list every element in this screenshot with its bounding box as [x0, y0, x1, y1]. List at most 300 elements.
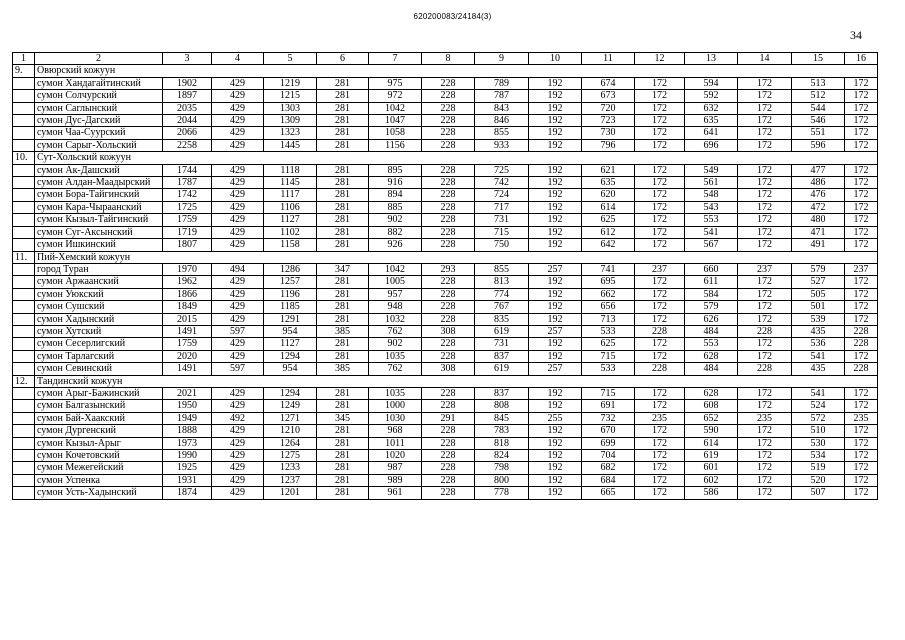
value-cell: 172 — [845, 127, 878, 139]
row-number-cell — [13, 239, 35, 251]
value-cell: 192 — [529, 115, 582, 127]
value-cell: 281 — [317, 276, 369, 288]
value-cell: 652 — [685, 412, 738, 424]
value-cell: 601 — [685, 462, 738, 474]
value-cell: 724 — [475, 189, 529, 201]
value-cell: 235 — [845, 412, 878, 424]
value-cell: 172 — [845, 313, 878, 325]
value-cell: 281 — [317, 474, 369, 486]
value-cell: 429 — [212, 214, 264, 226]
row-number-cell — [13, 474, 35, 486]
value-cell: 172 — [635, 201, 685, 213]
value-cell: 2035 — [163, 102, 212, 114]
value-cell: 597 — [212, 325, 264, 337]
value-cell: 172 — [635, 177, 685, 189]
municipality-name: сумон Сарыг-Хольский — [35, 139, 163, 151]
value-cell: 1902 — [163, 77, 212, 89]
value-cell: 429 — [212, 462, 264, 474]
value-cell: 628 — [685, 387, 738, 399]
value-cell: 507 — [792, 487, 845, 499]
value-cell: 172 — [738, 201, 792, 213]
value-cell: 501 — [792, 301, 845, 313]
value-cell: 539 — [792, 313, 845, 325]
table-row — [13, 387, 878, 399]
value-cell: 281 — [317, 338, 369, 350]
value-cell: 1275 — [264, 450, 317, 462]
value-cell: 429 — [212, 201, 264, 213]
value-cell: 192 — [529, 139, 582, 151]
value-cell: 172 — [635, 425, 685, 437]
value-cell: 1866 — [163, 288, 212, 300]
section-number: 9. — [13, 65, 35, 77]
value-cell: 1249 — [264, 400, 317, 412]
value-cell: 281 — [317, 425, 369, 437]
value-cell: 172 — [738, 462, 792, 474]
municipality-name: сумон Ишкинский — [35, 239, 163, 251]
value-cell: 512 — [792, 90, 845, 102]
value-cell: 1990 — [163, 450, 212, 462]
value-cell: 715 — [582, 387, 635, 399]
column-header: 6 — [317, 53, 369, 65]
value-cell: 774 — [475, 288, 529, 300]
value-cell: 1127 — [264, 338, 317, 350]
row-number-cell — [13, 437, 35, 449]
municipality-name: сумон Кочетовский — [35, 450, 163, 462]
value-cell: 345 — [317, 412, 369, 424]
value-cell: 192 — [529, 177, 582, 189]
value-cell: 192 — [529, 301, 582, 313]
row-number-cell — [13, 164, 35, 176]
value-cell: 255 — [529, 412, 582, 424]
value-cell: 172 — [738, 127, 792, 139]
value-cell: 228 — [422, 313, 475, 325]
value-cell: 192 — [529, 350, 582, 362]
value-cell: 715 — [475, 226, 529, 238]
value-cell: 1271 — [264, 412, 317, 424]
value-cell: 674 — [582, 77, 635, 89]
value-cell: 717 — [475, 201, 529, 213]
column-header: 14 — [738, 53, 792, 65]
table-row — [13, 201, 878, 213]
value-cell: 172 — [738, 387, 792, 399]
value-cell: 192 — [529, 450, 582, 462]
value-cell: 895 — [369, 164, 422, 176]
value-cell: 476 — [792, 189, 845, 201]
row-number-cell — [13, 462, 35, 474]
value-cell: 1201 — [264, 487, 317, 499]
value-cell: 731 — [475, 338, 529, 350]
value-cell: 492 — [212, 412, 264, 424]
value-cell: 172 — [738, 214, 792, 226]
value-cell: 579 — [685, 301, 738, 313]
value-cell: 843 — [475, 102, 529, 114]
value-cell: 228 — [422, 487, 475, 499]
value-cell: 551 — [792, 127, 845, 139]
value-cell: 172 — [738, 450, 792, 462]
value-cell: 192 — [529, 462, 582, 474]
row-number-cell — [13, 90, 35, 102]
table-row — [13, 115, 878, 127]
table-row — [13, 400, 878, 412]
value-cell: 1323 — [264, 127, 317, 139]
value-cell: 1491 — [163, 325, 212, 337]
row-number-cell — [13, 102, 35, 114]
value-cell: 172 — [738, 400, 792, 412]
value-cell: 192 — [529, 90, 582, 102]
value-cell: 1047 — [369, 115, 422, 127]
value-cell: 429 — [212, 115, 264, 127]
municipality-name: сумон Успенка — [35, 474, 163, 486]
table-row — [13, 363, 878, 375]
value-cell: 172 — [738, 139, 792, 151]
value-cell: 1725 — [163, 201, 212, 213]
row-number-cell — [13, 301, 35, 313]
value-cell: 281 — [317, 139, 369, 151]
value-cell: 798 — [475, 462, 529, 474]
value-cell: 172 — [845, 425, 878, 437]
value-cell: 662 — [582, 288, 635, 300]
section-row — [13, 375, 878, 387]
municipality-name: сумон Сесерлигский — [35, 338, 163, 350]
value-cell: 533 — [582, 325, 635, 337]
value-cell: 281 — [317, 115, 369, 127]
value-cell: 590 — [685, 425, 738, 437]
value-cell: 2021 — [163, 387, 212, 399]
value-cell: 429 — [212, 189, 264, 201]
value-cell: 837 — [475, 387, 529, 399]
value-cell: 172 — [635, 400, 685, 412]
value-cell: 281 — [317, 177, 369, 189]
value-cell: 2066 — [163, 127, 212, 139]
value-cell: 592 — [685, 90, 738, 102]
table-row — [13, 239, 878, 251]
table-row — [13, 127, 878, 139]
value-cell: 541 — [792, 387, 845, 399]
value-cell: 527 — [792, 276, 845, 288]
municipality-name: сумон Хандагайтинский — [35, 77, 163, 89]
municipality-name: сумон Чаа-Суурский — [35, 127, 163, 139]
value-cell: 486 — [792, 177, 845, 189]
value-cell: 429 — [212, 164, 264, 176]
row-number-cell — [13, 325, 35, 337]
value-cell: 1759 — [163, 214, 212, 226]
value-cell: 172 — [635, 239, 685, 251]
value-cell: 704 — [582, 450, 635, 462]
column-header: 1 — [13, 53, 35, 65]
value-cell: 281 — [317, 201, 369, 213]
value-cell: 228 — [422, 164, 475, 176]
value-cell: 293 — [422, 263, 475, 275]
value-cell: 808 — [475, 400, 529, 412]
value-cell: 1970 — [163, 263, 212, 275]
value-cell: 281 — [317, 189, 369, 201]
value-cell: 192 — [529, 288, 582, 300]
value-cell: 1233 — [264, 462, 317, 474]
value-cell: 619 — [475, 363, 529, 375]
value-cell: 494 — [212, 263, 264, 275]
value-cell: 491 — [792, 239, 845, 251]
table-row — [13, 437, 878, 449]
value-cell: 480 — [792, 214, 845, 226]
value-cell: 237 — [738, 263, 792, 275]
value-cell: 172 — [635, 450, 685, 462]
value-cell: 513 — [792, 77, 845, 89]
value-cell: 172 — [845, 177, 878, 189]
value-cell: 172 — [845, 387, 878, 399]
row-number-cell — [13, 263, 35, 275]
value-cell: 172 — [738, 276, 792, 288]
value-cell: 762 — [369, 363, 422, 375]
value-cell: 1032 — [369, 313, 422, 325]
value-cell: 602 — [685, 474, 738, 486]
value-cell: 192 — [529, 474, 582, 486]
table-row — [13, 139, 878, 151]
value-cell: 429 — [212, 226, 264, 238]
municipality-name: сумон Уюкский — [35, 288, 163, 300]
data-table — [12, 52, 878, 500]
header-row — [13, 53, 878, 65]
value-cell: 1005 — [369, 276, 422, 288]
value-cell: 429 — [212, 338, 264, 350]
municipality-name: сумон Сушский — [35, 301, 163, 313]
value-cell: 172 — [635, 487, 685, 499]
value-cell: 720 — [582, 102, 635, 114]
value-cell: 948 — [369, 301, 422, 313]
value-cell: 902 — [369, 338, 422, 350]
value-cell: 632 — [685, 102, 738, 114]
value-cell: 228 — [422, 288, 475, 300]
value-cell: 731 — [475, 214, 529, 226]
value-cell: 961 — [369, 487, 422, 499]
value-cell: 347 — [317, 263, 369, 275]
value-cell: 281 — [317, 239, 369, 251]
column-header: 13 — [685, 53, 738, 65]
value-cell: 695 — [582, 276, 635, 288]
row-number-cell — [13, 177, 35, 189]
value-cell: 783 — [475, 425, 529, 437]
value-cell: 1950 — [163, 400, 212, 412]
value-cell: 429 — [212, 437, 264, 449]
value-cell: 1309 — [264, 115, 317, 127]
value-cell: 484 — [685, 363, 738, 375]
value-cell: 172 — [845, 288, 878, 300]
value-cell: 1874 — [163, 487, 212, 499]
value-cell: 778 — [475, 487, 529, 499]
municipality-name: сумон Кара-Чыраанский — [35, 201, 163, 213]
value-cell: 172 — [738, 226, 792, 238]
value-cell: 281 — [317, 127, 369, 139]
value-cell: 2015 — [163, 313, 212, 325]
value-cell: 536 — [792, 338, 845, 350]
table-row — [13, 487, 878, 499]
value-cell: 541 — [792, 350, 845, 362]
value-cell: 642 — [582, 239, 635, 251]
value-cell: 429 — [212, 350, 264, 362]
value-cell: 824 — [475, 450, 529, 462]
value-cell: 228 — [422, 276, 475, 288]
value-cell: 172 — [635, 387, 685, 399]
row-number-cell — [13, 412, 35, 424]
row-number-cell — [13, 450, 35, 462]
value-cell: 237 — [845, 263, 878, 275]
table-row — [13, 214, 878, 226]
value-cell: 1117 — [264, 189, 317, 201]
value-cell: 281 — [317, 387, 369, 399]
column-header: 4 — [212, 53, 264, 65]
value-cell: 308 — [422, 363, 475, 375]
table-row — [13, 412, 878, 424]
row-number-cell — [13, 139, 35, 151]
value-cell: 725 — [475, 164, 529, 176]
value-cell: 1925 — [163, 462, 212, 474]
value-cell: 172 — [635, 127, 685, 139]
value-cell: 228 — [738, 363, 792, 375]
value-cell: 837 — [475, 350, 529, 362]
value-cell: 281 — [317, 214, 369, 226]
value-cell: 691 — [582, 400, 635, 412]
value-cell: 510 — [792, 425, 845, 437]
value-cell: 172 — [845, 201, 878, 213]
value-cell: 172 — [845, 301, 878, 313]
value-cell: 172 — [635, 301, 685, 313]
municipality-name: сумон Кызыл-Арыг — [35, 437, 163, 449]
column-header: 5 — [264, 53, 317, 65]
value-cell: 894 — [369, 189, 422, 201]
value-cell: 916 — [369, 177, 422, 189]
value-cell: 172 — [738, 102, 792, 114]
value-cell: 172 — [845, 239, 878, 251]
municipality-name: сумон Усть-Хадынский — [35, 487, 163, 499]
value-cell: 257 — [529, 263, 582, 275]
value-cell: 435 — [792, 363, 845, 375]
table-row — [13, 313, 878, 325]
value-cell: 635 — [582, 177, 635, 189]
value-cell: 172 — [738, 313, 792, 325]
municipality-name: сумон Солчурский — [35, 90, 163, 102]
value-cell: 172 — [845, 139, 878, 151]
row-number-cell — [13, 115, 35, 127]
municipality-name: сумон Балгазынский — [35, 400, 163, 412]
value-cell: 1215 — [264, 90, 317, 102]
value-cell: 1264 — [264, 437, 317, 449]
row-number-cell — [13, 400, 35, 412]
value-cell: 2020 — [163, 350, 212, 362]
value-cell: 172 — [738, 350, 792, 362]
value-cell: 608 — [685, 400, 738, 412]
value-cell: 172 — [738, 487, 792, 499]
value-cell: 172 — [738, 115, 792, 127]
value-cell: 429 — [212, 450, 264, 462]
value-cell: 429 — [212, 276, 264, 288]
value-cell: 1742 — [163, 189, 212, 201]
value-cell: 228 — [422, 425, 475, 437]
value-cell: 172 — [738, 474, 792, 486]
value-cell: 471 — [792, 226, 845, 238]
table-row — [13, 276, 878, 288]
value-cell: 796 — [582, 139, 635, 151]
value-cell: 1035 — [369, 350, 422, 362]
value-cell: 172 — [635, 350, 685, 362]
section-number: 10. — [13, 152, 35, 164]
value-cell: 1949 — [163, 412, 212, 424]
value-cell: 933 — [475, 139, 529, 151]
value-cell: 228 — [635, 363, 685, 375]
value-cell: 172 — [738, 338, 792, 350]
page-number: 34 — [850, 28, 862, 42]
value-cell: 957 — [369, 288, 422, 300]
value-cell: 1257 — [264, 276, 317, 288]
value-cell: 673 — [582, 90, 635, 102]
value-cell: 1807 — [163, 239, 212, 251]
value-cell: 579 — [792, 263, 845, 275]
value-cell: 1196 — [264, 288, 317, 300]
row-number-cell — [13, 313, 35, 325]
value-cell: 1931 — [163, 474, 212, 486]
value-cell: 228 — [422, 177, 475, 189]
value-cell: 257 — [529, 325, 582, 337]
section-row — [13, 152, 878, 164]
value-cell: 2258 — [163, 139, 212, 151]
value-cell: 732 — [582, 412, 635, 424]
value-cell: 1000 — [369, 400, 422, 412]
column-header: 12 — [635, 53, 685, 65]
section-row — [13, 251, 878, 263]
value-cell: 172 — [845, 214, 878, 226]
value-cell: 235 — [635, 412, 685, 424]
value-cell: 534 — [792, 450, 845, 462]
municipality-name: сумон Бора-Тайгинский — [35, 189, 163, 201]
value-cell: 635 — [685, 115, 738, 127]
value-cell: 855 — [475, 263, 529, 275]
value-cell: 429 — [212, 102, 264, 114]
value-cell: 472 — [792, 201, 845, 213]
municipality-name: сумон Хутский — [35, 325, 163, 337]
value-cell: 567 — [685, 239, 738, 251]
value-cell: 172 — [845, 164, 878, 176]
value-cell: 192 — [529, 387, 582, 399]
value-cell: 429 — [212, 139, 264, 151]
value-cell: 228 — [422, 90, 475, 102]
value-cell: 429 — [212, 288, 264, 300]
value-cell: 1118 — [264, 164, 317, 176]
value-cell: 2044 — [163, 115, 212, 127]
column-header: 7 — [369, 53, 422, 65]
value-cell: 741 — [582, 263, 635, 275]
value-cell: 885 — [369, 201, 422, 213]
row-number-cell — [13, 189, 35, 201]
value-cell: 553 — [685, 214, 738, 226]
row-number-cell — [13, 226, 35, 238]
value-cell: 1102 — [264, 226, 317, 238]
value-cell: 723 — [582, 115, 635, 127]
value-cell: 619 — [475, 325, 529, 337]
value-cell: 429 — [212, 127, 264, 139]
value-cell: 1106 — [264, 201, 317, 213]
value-cell: 845 — [475, 412, 529, 424]
value-cell: 172 — [845, 115, 878, 127]
value-cell: 228 — [845, 338, 878, 350]
table-row — [13, 350, 878, 362]
value-cell: 172 — [845, 400, 878, 412]
value-cell: 172 — [738, 288, 792, 300]
value-cell: 172 — [738, 437, 792, 449]
row-number-cell — [13, 425, 35, 437]
value-cell: 787 — [475, 90, 529, 102]
value-cell: 954 — [264, 363, 317, 375]
value-cell: 192 — [529, 102, 582, 114]
value-cell: 281 — [317, 77, 369, 89]
value-cell: 228 — [422, 350, 475, 362]
